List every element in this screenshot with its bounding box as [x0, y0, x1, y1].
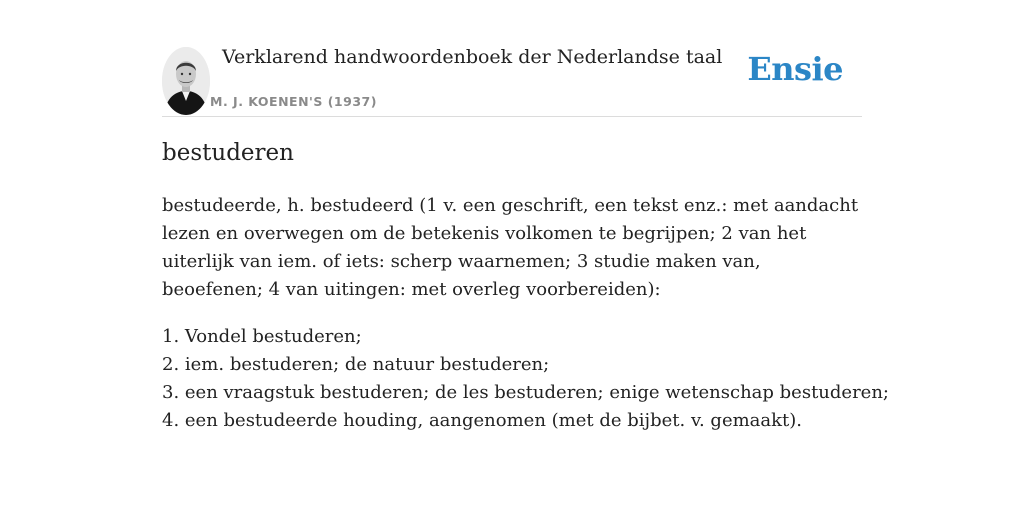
book-title: Verklarend handwoordenboek der Nederlandse taal — [222, 46, 723, 68]
author-portrait-icon — [162, 47, 210, 115]
dictionary-header — [162, 0, 862, 117]
list-item: 4. een bestudeerde houding, aangenomen (met de bijbet. v. gemaakt). — [162, 410, 803, 431]
list-item: 2. iem. bestuderen; de natuur bestuderen; — [162, 354, 550, 375]
list-item: 1. Vondel bestuderen; — [162, 326, 362, 347]
example-list — [162, 323, 889, 435]
list-item: 3. een vraagstuk bestuderen; de les bestuderen; enige wetenschap bestuderen; — [162, 382, 889, 403]
ensie-logo-link[interactable]: Ensie — [747, 50, 843, 88]
entry-headword: bestuderen — [162, 140, 294, 166]
page-content — [162, 0, 889, 431]
author-label: M. J. KOENEN'S (1937) — [210, 94, 377, 109]
entry-definition: bestudeerde, h. bestudeerd (1 v. een geschrift, een tekst enz.: met aandacht lezen en overwegen om de betekenis volkomen te begrijpen; 2 van het uiterlijk van iem. of iets: scherp waarnemen; 3 studie maken van, beoefenen; 4 van uitingen: met overleg voorbereiden): — [162, 195, 859, 300]
